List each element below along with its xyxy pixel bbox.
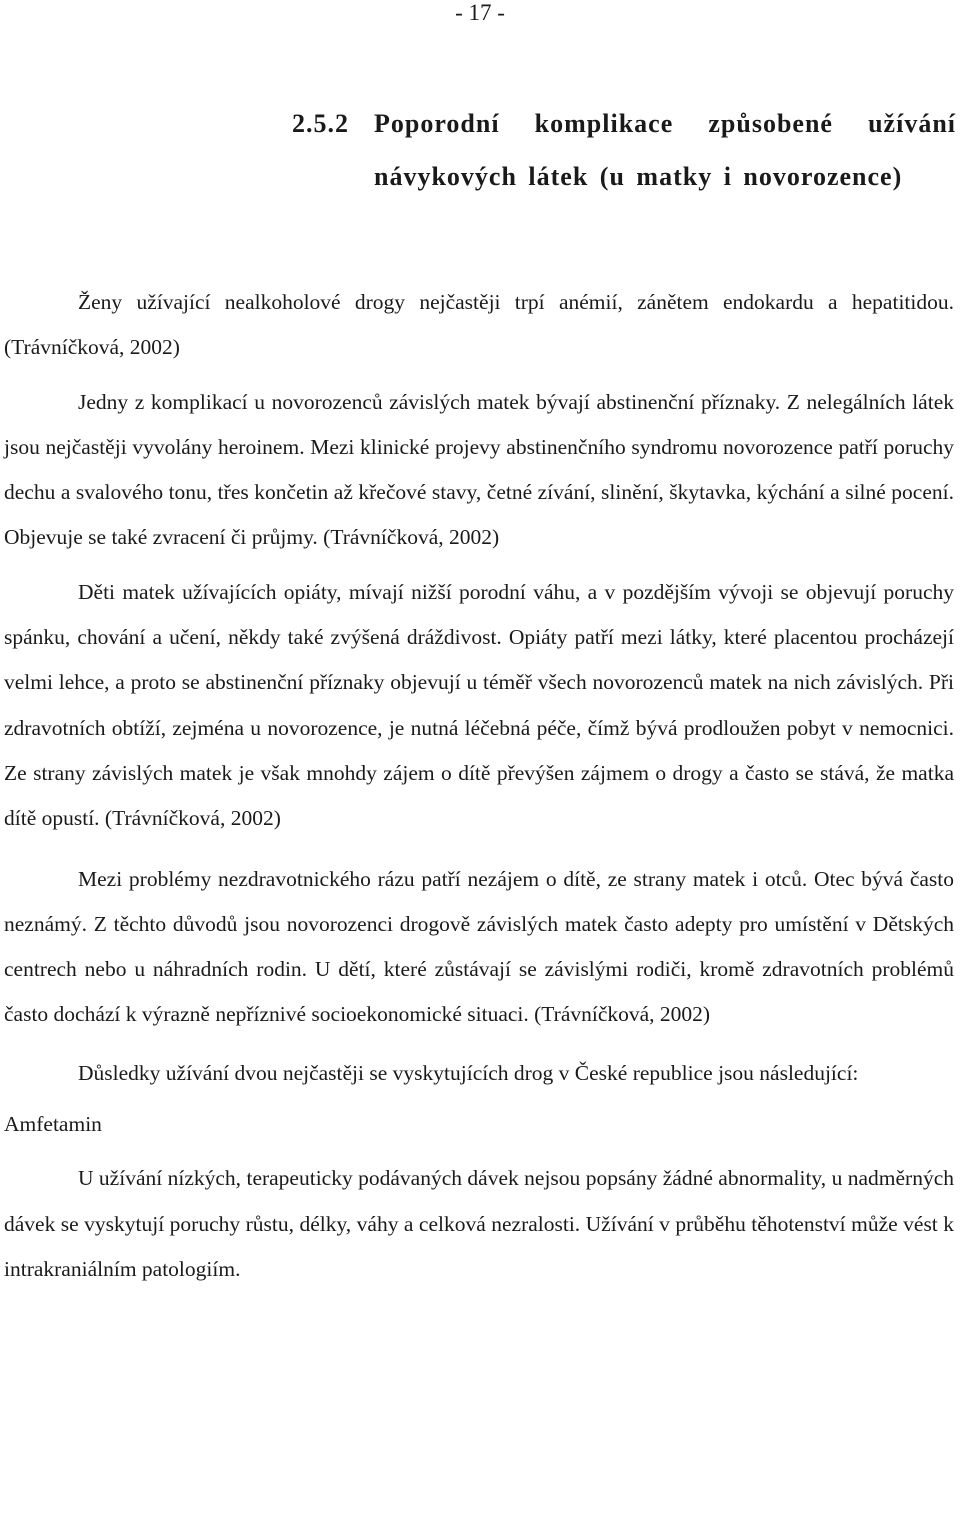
paragraph-1: Ženy užívající nealkoholové drogy nejčastěji trpí anémií, zánětem endokardu a hepatitidou. (Trávníčková, 2002)	[4, 290, 954, 360]
paragraph-2: Jedny z komplikací u novorozenců závislých matek bývají abstinenční příznaky. Z nelegálních látek jsou nejčastěji vyvolány heroinem. Mezi klinické projevy abstinenčního syndromu novorozence patří poruchy dechu a svalového tonu, třes končetin až křečové stavy, četné zívání, slinění, škytavka, kýchání a silné pocení. Objevuje se také zvracení či průjmy. (Trávníčková, 2002)	[4, 389, 954, 550]
section-number: 2.5.2	[292, 109, 349, 138]
page-number: - 17 -	[455, 0, 505, 25]
body-text	[4, 280, 954, 1292]
section-title: Poporodní komplikace způsobené užívání návykových látek (u matky i novorozence)	[374, 109, 956, 191]
subheading-amfetamin: Amfetamin	[4, 1112, 102, 1137]
paragraph-3: Děti matek užívajících opiáty, mívají nižší porodní váhu, a v pozdějším vývoji se objevují poruchy spánku, chování a učení, někdy také zvýšená dráždivost. Opiáty patří mezi látky, které placentou procházejí velmi lehce, a proto se abstinenční příznaky objevují u téměř všech novorozenců matek na nich závislých. Při zdravotních obtíží, zejména u novorozence, je nutná léčebná péče, čímž bývá prodloužen pobyt v nemocnici. Ze strany závislých matek je však mnohdy zájem o dítě převýšen zájmem o drogy a často se stává, že matka dítě opustí. (Trávníčková, 2002)	[4, 579, 954, 831]
section-heading	[292, 98, 956, 203]
paragraph-5: Důsledky užívání dvou nejčastěji se vyskytujících drog v České republice jsou následující:	[78, 1060, 859, 1085]
paragraph-6: U užívání nízkých, terapeuticky podávaných dávek nejsou popsány žádné abnormality, u nadměrných dávek se vyskytují poruchy růstu, délky, váhy a celková nezralosti. Užívání v průběhu těhotenství může vést k intrakraniálním patologiím.	[4, 1166, 954, 1281]
paragraph-4: Mezi problémy nezdravotnického rázu patří nezájem o dítě, ze strany matek i otců. Otec bývá často neznámý. Z těchto důvodů jsou novorozenci drogově závislých matek často adepty pro umístění v Dětských centrech nebo u náhradních rodin. U dětí, které zůstávají se závislými rodiči, kromě zdravotních problémů často dochází k výrazně nepříznivé socioekonomické situaci. (Trávníčková, 2002)	[4, 866, 954, 1027]
